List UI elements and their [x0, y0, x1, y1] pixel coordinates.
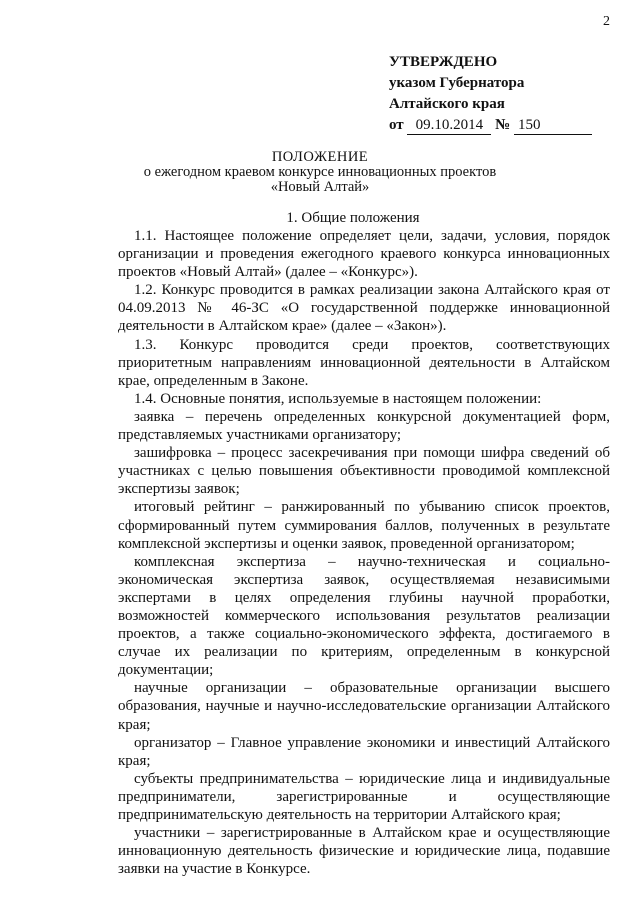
definition-organizer: организатор – Главное управление экономики и инвестиций Алтайского края; — [118, 734, 610, 769]
approval-title: УТВЕРЖДЕНО — [389, 54, 498, 70]
page-number: 2 — [603, 14, 610, 29]
definition-encryption: зашифровка – процесс засекречивания при помощи шифра сведений об участниках с целью повышения объективности проводимой комплексной экспертизы заявок; — [118, 445, 610, 498]
paragraph-1-2: 1.2. Конкурс проводится в рамках реализации закона Алтайского края от 04.09.2013 № 46-ЗС «О государственной поддержке инновационной деятельности в Алтайском крае» (далее – «Закон»). — [118, 282, 610, 335]
definition-final-rating: итоговый рейтинг – ранжированный по убыванию список проектов, сформированный путем суммирования баллов, полученных в результате комплексной экспертизы и оценки заявок, проведенной организатором; — [118, 499, 610, 552]
approval-date: 09.10.2014 — [407, 117, 491, 135]
approval-number: 150 — [514, 117, 592, 135]
definition-scientific-organizations: научные организации – образовательные организации высшего образования, научные и научно-исследовательские организации Алтайского края; — [118, 680, 610, 733]
approval-stamp — [389, 52, 592, 136]
paragraph-1-4: 1.4. Основные понятия, используемые в настоящем положении: — [134, 390, 542, 407]
approval-region: Алтайского края — [389, 96, 505, 112]
approval-by-decree: указом Губернатора — [389, 75, 525, 91]
title-contest-name: «Новый Алтай» — [270, 179, 370, 195]
definition-participants: участники – зарегистрированные в Алтайском крае и осуществляющие инновационную деятельность физические и юридические лица, подавшие заявки на участие в Конкурсе. — [118, 825, 610, 878]
title-subtitle: о ежегодном краевом конкурсе инновационных проектов — [143, 164, 497, 180]
definition-application: заявка – перечень определенных конкурсной документацией форм, представляемых участниками организатору; — [118, 408, 610, 444]
document-body — [118, 227, 610, 878]
section-heading: 1. Общие положения — [286, 210, 420, 226]
definition-business-entities: субъекты предпринимательства – юридические лица и индивидуальные предприниматели, зарегистрированные и осуществляющие предпринимательскую деятельность на территории Алтайского края; — [118, 770, 610, 823]
paragraph-1-1: 1.1. Настоящее положение определяет цели, задачи, условия, порядок организации и проведения ежегодного краевого конкурса инновационных проектов «Новый Алтай» (далее – «Конкурс»). — [118, 228, 610, 281]
definition-expertise: комплексная экспертиза – научно-техническая и социально-экономическая экспертиза заявок, осуществляемая независимыми экспертами в целях определения глубины научной проработки, возможностей коммерческого использования результатов реализации проектов, а также социально-экономического эффекта, достигаемого в случае их реализации по критериям, определенным в конкурсной документации; — [118, 553, 610, 679]
title-main: ПОЛОЖЕНИЕ — [271, 149, 369, 165]
approval-number-label: № — [495, 117, 511, 133]
document-title — [0, 150, 640, 195]
paragraph-1-3: 1.3. Конкурс проводится среди проектов, соответствующих приоритетным направлениям инновационной деятельности в Алтайском крае, определенным в Законе. — [118, 336, 610, 389]
approval-from-label: от — [389, 117, 404, 133]
approval-date-line — [389, 115, 592, 136]
